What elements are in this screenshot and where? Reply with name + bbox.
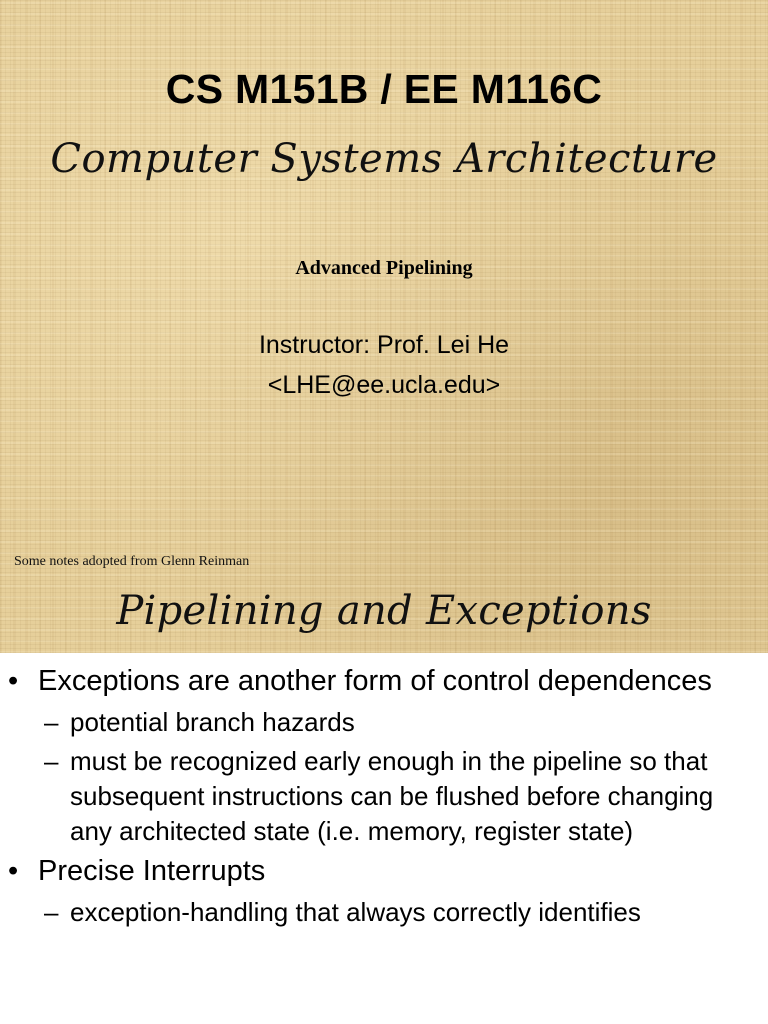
bullet-item — [0, 663, 768, 699]
sub-bullet-marker: – — [44, 897, 59, 927]
bullet-text: Exceptions are another form of control dependences — [38, 665, 712, 697]
sub-bullet-item — [0, 705, 768, 740]
sub-bullet-text: must be recognized early enough in the pipeline so that subsequent instructions can be flushed before changing any architected state (i.e. memory, register state) — [70, 746, 714, 846]
sub-bullet-marker: – — [44, 746, 59, 776]
instructor-email: <LHE@ee.ucla.edu> — [267, 371, 501, 399]
slide-title: Pipelining and Exceptions — [116, 588, 652, 634]
sub-bullet-text: potential branch hazards — [70, 707, 355, 737]
lecture-topic: Advanced Pipelining — [295, 257, 473, 279]
sub-bullet-item — [0, 744, 768, 849]
course-name: Computer Systems Architecture — [50, 136, 718, 182]
bullet-list — [0, 663, 768, 934]
notes-credit: Some notes adopted from Glenn Reinman — [14, 554, 250, 569]
content-slide-body — [0, 653, 768, 1024]
bullet-marker: • — [8, 855, 19, 887]
bullet-text: Precise Interrupts — [38, 855, 266, 887]
sub-bullet-item — [0, 895, 768, 930]
bullet-marker: • — [8, 665, 19, 697]
course-code: CS M151B / EE M116C — [165, 66, 603, 112]
sub-bullet-marker: – — [44, 707, 59, 737]
sub-bullet-text: exception-handling that always correctly identifies — [70, 897, 641, 927]
bullet-item — [0, 853, 768, 889]
instructor-line: Instructor: Prof. Lei He — [258, 331, 510, 359]
